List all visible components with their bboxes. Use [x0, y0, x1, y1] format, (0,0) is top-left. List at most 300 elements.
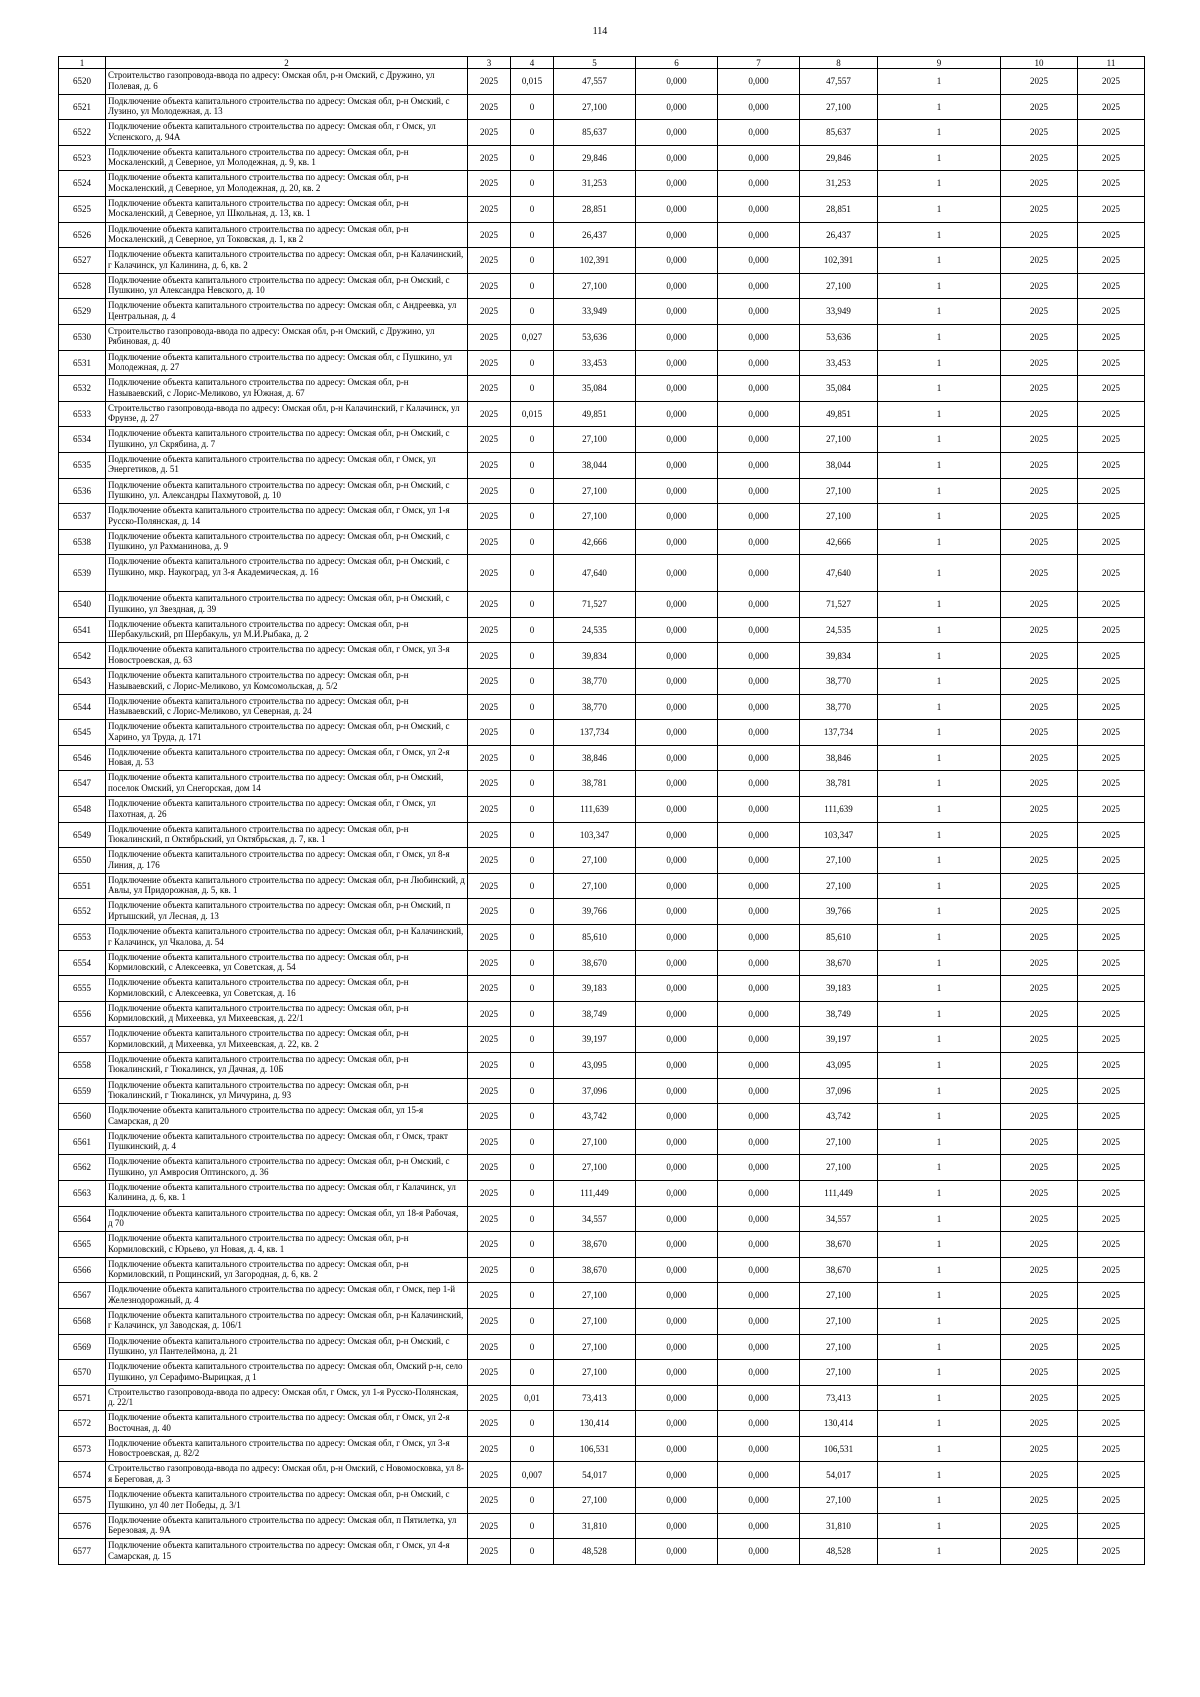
table-cell: 0,000: [718, 478, 800, 504]
table-cell: 0: [511, 643, 554, 669]
table-row: [59, 694, 1145, 720]
table-cell: 0: [511, 1360, 554, 1386]
table-cell: 6553: [59, 925, 106, 951]
table-cell: 26,437: [800, 222, 878, 248]
table-cell: 2025: [468, 1001, 511, 1027]
table-cell: 2025: [1001, 976, 1078, 1002]
table-cell: 2025: [1078, 1385, 1145, 1411]
table-cell: 0: [511, 1539, 554, 1565]
row-description: Подключение объекта капитального строительства по адресу: Омская обл, р-н Называевский, с Лорис-Меликово, ул Южная, д. 67: [106, 376, 468, 402]
table-cell: 1: [878, 1513, 1001, 1539]
table-cell: 0,000: [636, 427, 718, 453]
table-cell: 0: [511, 1283, 554, 1309]
table-cell: 43,095: [554, 1052, 636, 1078]
table-cell: 0,000: [636, 1001, 718, 1027]
table-cell: 0,000: [636, 1232, 718, 1258]
table-row: [59, 248, 1145, 274]
table-cell: 39,197: [800, 1027, 878, 1053]
table-cell: 27,100: [554, 1334, 636, 1360]
table-cell: 1: [878, 324, 1001, 350]
table-cell: 2025: [468, 273, 511, 299]
table-cell: 2025: [1001, 1052, 1078, 1078]
table-cell: 2025: [1001, 1232, 1078, 1258]
table-cell: 2025: [1001, 1436, 1078, 1462]
table-cell: 0,000: [718, 617, 800, 643]
table-cell: 1: [878, 1360, 1001, 1386]
table-cell: 38,749: [800, 1001, 878, 1027]
table-row: [59, 1308, 1145, 1334]
table-cell: 6535: [59, 452, 106, 478]
table-cell: 1: [878, 452, 1001, 478]
table-cell: 2025: [1078, 299, 1145, 325]
table-cell: 1: [878, 694, 1001, 720]
table-cell: 6558: [59, 1052, 106, 1078]
table-cell: 0: [511, 1513, 554, 1539]
table-cell: 0,027: [511, 324, 554, 350]
row-description: Подключение объекта капитального строительства по адресу: Омская обл, р-н Омский, с Пушкино, ул Звездная, д. 39: [106, 592, 468, 618]
table-cell: 6569: [59, 1334, 106, 1360]
table-row: [59, 1462, 1145, 1488]
page-number: 114: [592, 26, 608, 37]
table-cell: 1: [878, 1052, 1001, 1078]
table-cell: 0,000: [636, 925, 718, 951]
table-cell: 6552: [59, 899, 106, 925]
table-cell: 0: [511, 1436, 554, 1462]
table-cell: 0,000: [718, 1104, 800, 1130]
table-cell: 1: [878, 745, 1001, 771]
table-cell: 38,770: [800, 694, 878, 720]
table-cell: 0,000: [636, 617, 718, 643]
table-cell: 38,770: [554, 694, 636, 720]
table-cell: 2025: [1001, 555, 1078, 592]
table-cell: 2025: [1078, 69, 1145, 95]
table-cell: 0,000: [636, 899, 718, 925]
table-cell: 0: [511, 94, 554, 120]
table-cell: 2025: [1078, 1411, 1145, 1437]
table-row: [59, 950, 1145, 976]
table-cell: 0,000: [718, 822, 800, 848]
table-cell: 1: [878, 1436, 1001, 1462]
table-row: [59, 848, 1145, 874]
table-cell: 38,044: [800, 452, 878, 478]
table-cell: 1: [878, 120, 1001, 146]
table-row: [59, 771, 1145, 797]
table-cell: 0,000: [636, 848, 718, 874]
table-cell: 2025: [468, 1232, 511, 1258]
table-cell: 2025: [1001, 873, 1078, 899]
table-cell: 1: [878, 273, 1001, 299]
table-cell: 0: [511, 248, 554, 274]
table-cell: 0,000: [718, 643, 800, 669]
table-cell: 0: [511, 771, 554, 797]
row-description: Подключение объекта капитального строительства по адресу: Омская обл, р-н Калачинский, г Калачинск, ул Заводская, д. 106/1: [106, 1308, 468, 1334]
table-cell: 2025: [1078, 925, 1145, 951]
table-cell: 2025: [1078, 1436, 1145, 1462]
table-cell: 2025: [1001, 1385, 1078, 1411]
row-description: Подключение объекта капитального строительства по адресу: Омская обл, г Омск, ул 2-я Новая, д. 53: [106, 745, 468, 771]
table-cell: 0,000: [718, 1411, 800, 1437]
table-cell: 2025: [1001, 1308, 1078, 1334]
table-cell: 1: [878, 771, 1001, 797]
table-cell: 39,766: [800, 899, 878, 925]
table-cell: 71,527: [554, 592, 636, 618]
table-cell: 2025: [1001, 797, 1078, 823]
table-row: [59, 1078, 1145, 1104]
table-cell: 1: [878, 873, 1001, 899]
table-cell: 2025: [1078, 248, 1145, 274]
table-cell: 0,000: [718, 950, 800, 976]
row-description: Подключение объекта капитального строительства по адресу: Омская обл, р-н Омский, с Пушкино, ул Амвросия Оптинского, д. 36: [106, 1155, 468, 1181]
table-cell: 0,000: [636, 1385, 718, 1411]
table-cell: 0,000: [718, 171, 800, 197]
table-cell: 39,834: [800, 643, 878, 669]
table-cell: 0,000: [636, 592, 718, 618]
table-cell: 42,666: [554, 529, 636, 555]
table-cell: 2025: [1078, 822, 1145, 848]
table-cell: 0,000: [718, 1052, 800, 1078]
table-cell: 0,000: [636, 478, 718, 504]
table-cell: 27,100: [554, 1488, 636, 1514]
table-cell: 2025: [1078, 1129, 1145, 1155]
table-cell: 2025: [1078, 1257, 1145, 1283]
table-cell: 0,000: [636, 504, 718, 530]
table-cell: 2025: [468, 120, 511, 146]
table-cell: 6521: [59, 94, 106, 120]
row-description: Подключение объекта капитального строительства по адресу: Омская обл, р-н Омский, с Пушкино, мкр. Наукоград, ул 3-я Академическая, д. 16: [106, 555, 468, 592]
table-row: [59, 1180, 1145, 1206]
table-cell: 2025: [1078, 1360, 1145, 1386]
row-description: Подключение объекта капитального строительства по адресу: Омская обл, г Омск, ул Пахотная, д. 26: [106, 797, 468, 823]
table-cell: 2025: [468, 1462, 511, 1488]
table-cell: 2025: [468, 69, 511, 95]
table-cell: 1: [878, 1539, 1001, 1565]
table-cell: 6542: [59, 643, 106, 669]
table-cell: 1: [878, 1104, 1001, 1130]
table-cell: 2025: [1078, 196, 1145, 222]
table-cell: 27,100: [800, 1360, 878, 1386]
table-cell: 73,413: [554, 1385, 636, 1411]
table-cell: 2025: [1078, 1283, 1145, 1309]
row-description: Подключение объекта капитального строительства по адресу: Омская обл, р-н Омский, с Пушкино, ул. Александры Пахмутовой, д. 10: [106, 478, 468, 504]
table-cell: 2025: [1001, 248, 1078, 274]
table-row: [59, 1155, 1145, 1181]
table-row: [59, 555, 1145, 592]
table-cell: 1: [878, 555, 1001, 592]
table-cell: 27,100: [554, 1360, 636, 1386]
table-cell: 0,015: [511, 401, 554, 427]
table-cell: 38,770: [800, 669, 878, 695]
table-cell: 2025: [1001, 478, 1078, 504]
table-cell: 6526: [59, 222, 106, 248]
table-cell: 0,000: [636, 669, 718, 695]
column-header: 4: [511, 57, 554, 69]
table-cell: 27,100: [800, 1283, 878, 1309]
table-cell: 2025: [1001, 1360, 1078, 1386]
row-description: Подключение объекта капитального строительства по адресу: Омская обл, р-н Кормиловский, с Алексеевка, ул Советская, д. 54: [106, 950, 468, 976]
table-cell: 0,000: [636, 401, 718, 427]
table-cell: 2025: [1001, 925, 1078, 951]
table-cell: 0,000: [718, 669, 800, 695]
table-cell: 27,100: [800, 1488, 878, 1514]
table-cell: 137,734: [800, 720, 878, 746]
table-cell: 0,000: [718, 401, 800, 427]
table-row: [59, 976, 1145, 1002]
table-cell: 2025: [1078, 1334, 1145, 1360]
table-cell: 38,670: [800, 1232, 878, 1258]
table-cell: 2025: [1078, 950, 1145, 976]
table-cell: 85,637: [554, 120, 636, 146]
table-cell: 38,044: [554, 452, 636, 478]
table-cell: 2025: [468, 1155, 511, 1181]
table-cell: 0,01: [511, 1385, 554, 1411]
table-cell: 2025: [468, 222, 511, 248]
table-cell: 2025: [468, 1360, 511, 1386]
table-row: [59, 1411, 1145, 1437]
table-cell: 6529: [59, 299, 106, 325]
table-cell: 2025: [1001, 222, 1078, 248]
table-cell: 130,414: [800, 1411, 878, 1437]
table-cell: 2025: [468, 94, 511, 120]
table-cell: 0: [511, 848, 554, 874]
table-cell: 2025: [1078, 1539, 1145, 1565]
table-cell: 2025: [1001, 1078, 1078, 1104]
table-cell: 27,100: [554, 1129, 636, 1155]
table-cell: 27,100: [554, 848, 636, 874]
table-row: [59, 745, 1145, 771]
table-cell: 31,253: [554, 171, 636, 197]
table-cell: 1: [878, 145, 1001, 171]
table-cell: 102,391: [800, 248, 878, 274]
table-cell: 0,000: [718, 248, 800, 274]
table-cell: 6547: [59, 771, 106, 797]
table-row: [59, 273, 1145, 299]
table-cell: 0,000: [636, 1027, 718, 1053]
table-cell: 0,000: [718, 1206, 800, 1232]
table-cell: 27,100: [800, 848, 878, 874]
row-description: Подключение объекта капитального строительства по адресу: Омская обл, р-н Калачинский, г Калачинск, ул Чкалова, д. 54: [106, 925, 468, 951]
table-cell: 38,749: [554, 1001, 636, 1027]
table-cell: 0,000: [718, 1513, 800, 1539]
row-description: Подключение объекта капитального строительства по адресу: Омская обл, р-н Калачинский, г Калачинск, ул Калинина, д. 6, кв. 2: [106, 248, 468, 274]
table-cell: 1: [878, 848, 1001, 874]
table-cell: 6549: [59, 822, 106, 848]
table-cell: 2025: [1001, 1283, 1078, 1309]
table-cell: 6546: [59, 745, 106, 771]
table-cell: 0,000: [636, 1104, 718, 1130]
table-cell: 0: [511, 376, 554, 402]
table-cell: 38,846: [554, 745, 636, 771]
table-cell: 6541: [59, 617, 106, 643]
table-cell: 0: [511, 504, 554, 530]
table-cell: 0,000: [718, 694, 800, 720]
table-cell: 1: [878, 822, 1001, 848]
table-cell: 0: [511, 478, 554, 504]
row-description: Подключение объекта капитального строительства по адресу: Омская обл, р-н Омский, с Пушкино, ул 40 лет Победы, д. 3/1: [106, 1488, 468, 1514]
table-cell: 1: [878, 1001, 1001, 1027]
row-description: Подключение объекта капитального строительства по адресу: Омская обл, г Калачинск, ул Калинина, д. 6, кв. 1: [106, 1180, 468, 1206]
table-row: [59, 452, 1145, 478]
table-cell: 0,000: [718, 1360, 800, 1386]
table-cell: 0,000: [718, 120, 800, 146]
table-cell: 0: [511, 822, 554, 848]
table-cell: 0,000: [636, 1539, 718, 1565]
table-cell: 6555: [59, 976, 106, 1002]
table-cell: 2025: [468, 1308, 511, 1334]
table-cell: 2025: [1001, 822, 1078, 848]
table-cell: 1: [878, 925, 1001, 951]
table-cell: 0,000: [636, 745, 718, 771]
table-cell: 2025: [1078, 1462, 1145, 1488]
table-cell: 0,000: [718, 976, 800, 1002]
row-description: Подключение объекта капитального строительства по адресу: Омская обл, р-н Москаленский, д Северное, ул Токовская, д. 1, кв 2: [106, 222, 468, 248]
table-cell: 2025: [468, 1436, 511, 1462]
table-cell: 0: [511, 1206, 554, 1232]
table-cell: 2025: [1001, 1334, 1078, 1360]
table-cell: 2025: [1078, 1001, 1145, 1027]
row-description: Подключение объекта капитального строительства по адресу: Омская обл, р-н Омский, с Пушкино, ул Рахманинова, д. 9: [106, 529, 468, 555]
table-cell: 0,000: [718, 745, 800, 771]
table-row: [59, 196, 1145, 222]
table-row: [59, 299, 1145, 325]
table-cell: 2025: [468, 529, 511, 555]
column-header: 1: [59, 57, 106, 69]
table-cell: 2025: [468, 822, 511, 848]
table-cell: 0,000: [718, 1180, 800, 1206]
table-cell: 0,000: [636, 1129, 718, 1155]
table-row: [59, 427, 1145, 453]
table-cell: 27,100: [800, 427, 878, 453]
table-cell: 2025: [468, 669, 511, 695]
table-cell: 27,100: [554, 873, 636, 899]
table-cell: 2025: [1078, 1308, 1145, 1334]
table-row: [59, 720, 1145, 746]
table-cell: 6560: [59, 1104, 106, 1130]
table-cell: 2025: [468, 899, 511, 925]
table-cell: 2025: [1001, 401, 1078, 427]
table-cell: 2025: [1001, 643, 1078, 669]
table-cell: 6532: [59, 376, 106, 402]
table-cell: 2025: [1078, 1206, 1145, 1232]
row-description: Подключение объекта капитального строительства по адресу: Омская обл, р-н Кормиловский, с Юрьево, ул Новая, д. 4, кв. 1: [106, 1232, 468, 1258]
table-cell: 6564: [59, 1206, 106, 1232]
table-cell: 0,000: [636, 1513, 718, 1539]
table-cell: 2025: [468, 1206, 511, 1232]
column-header: 10: [1001, 57, 1078, 69]
table-cell: 27,100: [554, 273, 636, 299]
row-description: Подключение объекта капитального строительства по адресу: Омская обл, г Омск, пер 1-й Железнодорожный, д. 4: [106, 1283, 468, 1309]
table-row: [59, 1104, 1145, 1130]
table-cell: 2025: [468, 1385, 511, 1411]
table-row: [59, 145, 1145, 171]
table-cell: 0,000: [718, 1539, 800, 1565]
table-row: [59, 617, 1145, 643]
table-cell: 0: [511, 529, 554, 555]
table-cell: 137,734: [554, 720, 636, 746]
table-cell: 1: [878, 1334, 1001, 1360]
table-cell: 6544: [59, 694, 106, 720]
row-description: Строительство газопровода-ввода по адресу: Омская обл, г Омск, ул 1-я Русско-Полянская, д. 22/1: [106, 1385, 468, 1411]
table-cell: 1: [878, 376, 1001, 402]
table-cell: 71,527: [800, 592, 878, 618]
table-cell: 0,000: [636, 976, 718, 1002]
table-cell: 6528: [59, 273, 106, 299]
table-cell: 54,017: [800, 1462, 878, 1488]
table-cell: 85,637: [800, 120, 878, 146]
data-table: [58, 56, 1145, 1565]
column-header: 3: [468, 57, 511, 69]
table-cell: 2025: [1078, 555, 1145, 592]
table-cell: 1: [878, 1206, 1001, 1232]
table-cell: 6538: [59, 529, 106, 555]
table-cell: 6567: [59, 1283, 106, 1309]
table-cell: 2025: [1001, 1001, 1078, 1027]
table-cell: 0: [511, 1001, 554, 1027]
table-cell: 27,100: [554, 1308, 636, 1334]
table-cell: 2025: [1001, 1129, 1078, 1155]
table-cell: 2025: [468, 299, 511, 325]
table-cell: 34,557: [800, 1206, 878, 1232]
table-row: [59, 1257, 1145, 1283]
table-cell: 1: [878, 1078, 1001, 1104]
table-cell: 0,000: [636, 797, 718, 823]
table-cell: 0,000: [636, 1283, 718, 1309]
table-cell: 38,670: [800, 950, 878, 976]
column-header: 5: [554, 57, 636, 69]
table-cell: 2025: [468, 555, 511, 592]
table-row: [59, 376, 1145, 402]
table-cell: 0,000: [718, 145, 800, 171]
table-cell: 0,000: [636, 350, 718, 376]
table-cell: 39,197: [554, 1027, 636, 1053]
table-cell: 0,000: [636, 324, 718, 350]
table-cell: 27,100: [800, 1129, 878, 1155]
table-cell: 1: [878, 797, 1001, 823]
table-cell: 0,000: [636, 196, 718, 222]
table-cell: 1: [878, 1283, 1001, 1309]
table-cell: 2025: [1001, 1488, 1078, 1514]
table-cell: 39,766: [554, 899, 636, 925]
table-cell: 0: [511, 1155, 554, 1181]
table-cell: 27,100: [800, 504, 878, 530]
table-cell: 49,851: [554, 401, 636, 427]
table-cell: 0: [511, 350, 554, 376]
table-cell: 33,949: [800, 299, 878, 325]
table-cell: 6539: [59, 555, 106, 592]
table-cell: 85,610: [800, 925, 878, 951]
table-cell: 39,834: [554, 643, 636, 669]
table-cell: 2025: [468, 324, 511, 350]
table-cell: 0: [511, 452, 554, 478]
table-cell: 0,000: [636, 94, 718, 120]
table-cell: 0,000: [718, 899, 800, 925]
table-cell: 6551: [59, 873, 106, 899]
table-cell: 35,084: [554, 376, 636, 402]
table-cell: 2025: [1001, 1411, 1078, 1437]
table-cell: 2025: [1001, 1180, 1078, 1206]
table-cell: 38,670: [554, 1257, 636, 1283]
table-cell: 2025: [468, 694, 511, 720]
table-cell: 0,000: [718, 1488, 800, 1514]
table-cell: 2025: [1078, 504, 1145, 530]
table-cell: 1: [878, 1180, 1001, 1206]
table-cell: 2025: [1078, 1078, 1145, 1104]
table-cell: 39,183: [554, 976, 636, 1002]
table-cell: 1: [878, 950, 1001, 976]
table-cell: 1: [878, 1155, 1001, 1181]
table-cell: 0: [511, 617, 554, 643]
table-cell: 27,100: [554, 94, 636, 120]
table-row: [59, 1052, 1145, 1078]
